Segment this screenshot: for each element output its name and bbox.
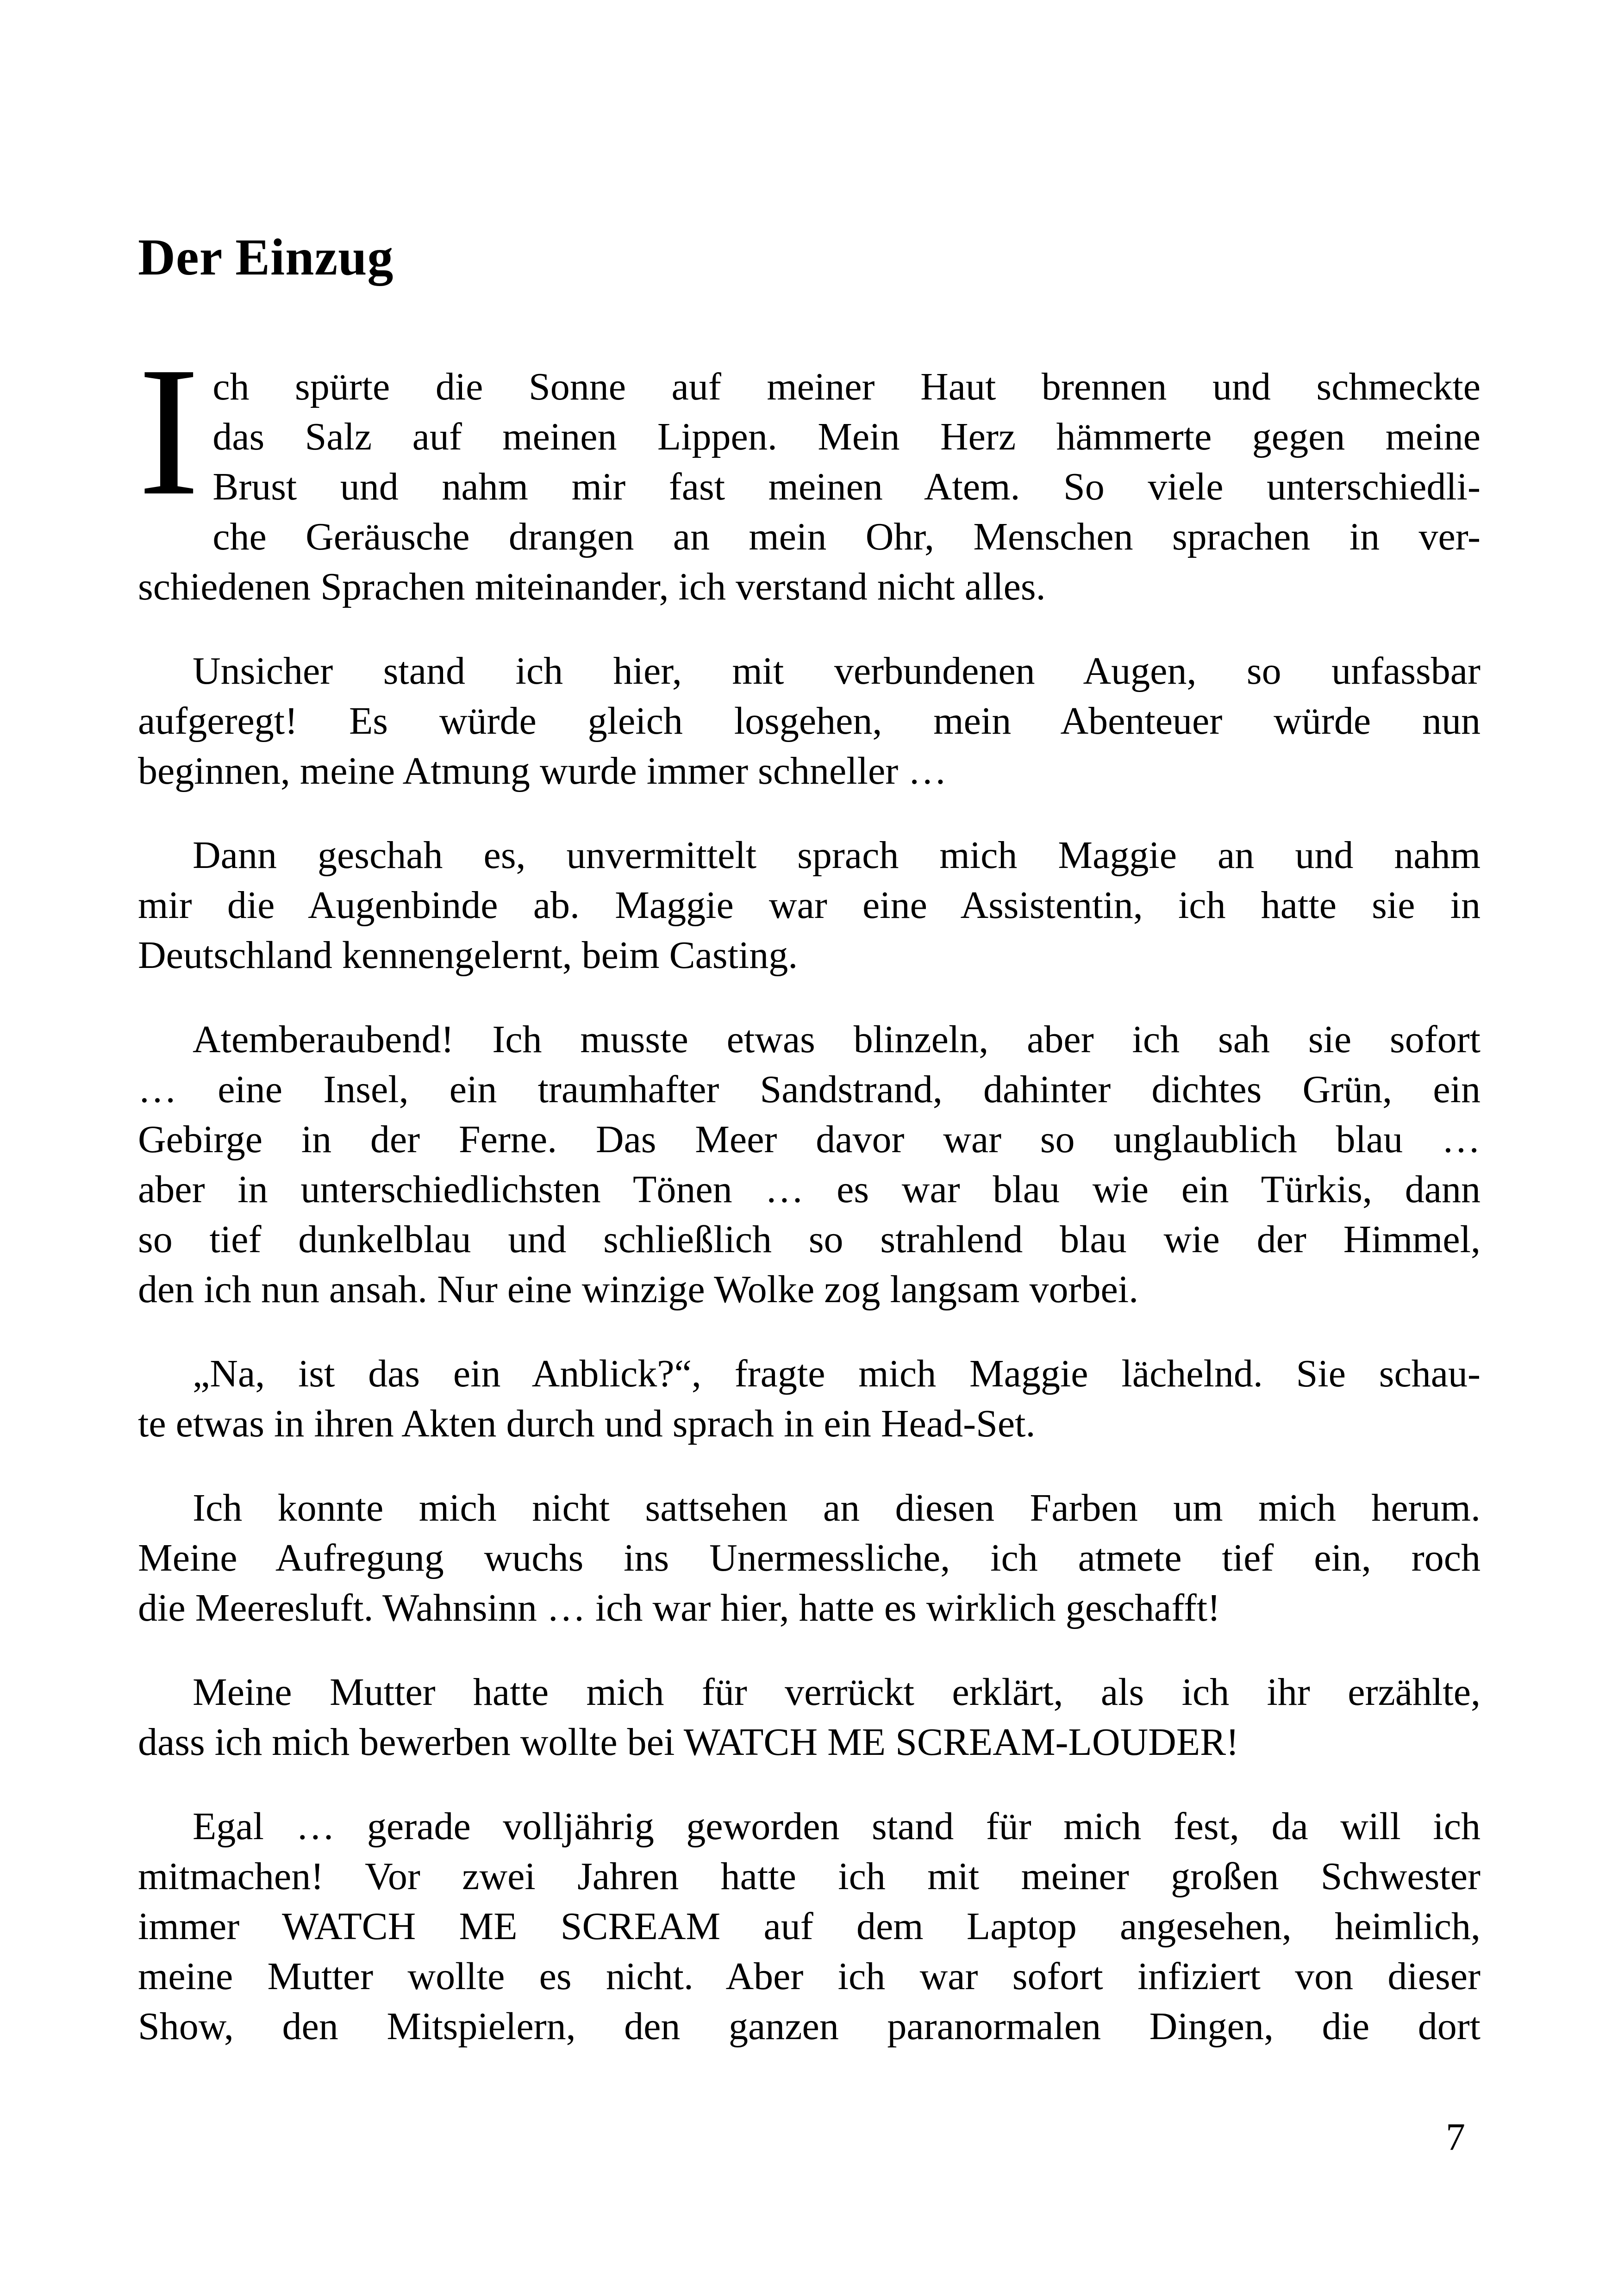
text-line: das Salz auf meinen Lippen. Mein Herz hämmerte gegen meine [212,415,1481,458]
text-line: Deutschland kennengelernt, beim Casting. [138,934,798,977]
text-line: den ich nun ansah. Nur eine winzige Wolke zog langsam vorbei. [138,1268,1139,1311]
text-line: … eine Insel, ein traumhafter Sandstrand, dahinter dichtes Grün, ein [138,1068,1481,1111]
text-line: schiedenen Sprachen miteinander, ich verstand nicht alles. [138,565,1046,608]
text-line: beginnen, meine Atmung wurde immer schneller … [138,749,947,792]
text-line: Egal … gerade volljährig geworden stand für mich fest, da will ich [193,1805,1481,1848]
text-line: Meine Aufregung wuchs ins Unermessliche, ich atmete tief ein, roch [138,1536,1481,1579]
paragraph-5 [138,1349,1481,1449]
text-line: te etwas in ihren Akten durch und sprach in ein Head-Set. [138,1402,1036,1445]
paragraph-1 [138,329,1481,612]
text-line: mir die Augenbinde ab. Maggie war eine Assistentin, ich hatte sie in [138,884,1481,927]
text-block [138,231,1481,2052]
text-line: aufgeregt! Es würde gleich losgehen, mein Abenteuer würde nun [138,699,1481,742]
text-line: Meine Mutter hatte mich für verrückt erklärt, als ich ihr erzählte, [193,1671,1481,1714]
paragraph-6 [138,1483,1481,1633]
paragraph-7 [138,1667,1481,1767]
text-line: che Geräusche drangen an mein Ohr, Menschen sprachen in ver- [212,515,1481,558]
text-line: immer WATCH ME SCREAM auf dem Laptop angesehen, heimlich, [138,1905,1481,1948]
chapter-title: Der Einzug [138,229,394,286]
text-line: Atemberaubend! Ich musste etwas blinzeln, aber ich sah sie sofort [193,1018,1481,1061]
text-line: so tief dunkelblau und schließlich so strahlend blau wie der Himmel, [138,1218,1481,1261]
paragraph-4 [138,1015,1481,1315]
text-line: ch spürte die Sonne auf meiner Haut brennen und schmeckte [212,365,1481,408]
text-line: Brust und nahm mir fast meinen Atem. So viele unterschiedli- [212,465,1481,508]
text-line: Show, den Mitspielern, den ganzen paranormalen Dingen, die dort [138,2005,1481,2048]
text-line: Gebirge in der Ferne. Das Meer davor war so unglaublich blau … [138,1118,1481,1161]
paragraph-2 [138,646,1481,796]
text-line: aber in unterschiedlichsten Tönen … es war blau wie ein Türkis, dann [138,1168,1481,1211]
paragraph-3 [138,830,1481,980]
text-line: meine Mutter wollte es nicht. Aber ich war sofort infiziert von dieser [138,1955,1481,1998]
page-number: 7 [1446,2115,1465,2159]
text-line: Ich konnte mich nicht sattsehen an diesen Farben um mich herum. [193,1486,1481,1529]
text-line: dass ich mich bewerben wollte bei WATCH ME SCREAM-LOUDER! [138,1721,1239,1764]
text-line: mitmachen! Vor zwei Jahren hatte ich mit meiner großen Schwester [138,1855,1481,1898]
text-line: die Meeresluft. Wahnsinn … ich war hier, hatte es wirklich geschafft! [138,1586,1221,1629]
text-line: Unsicher stand ich hier, mit verbundenen Augen, so unfassbar [193,649,1481,693]
drop-cap: I [138,329,200,534]
text-line: Dann geschah es, unvermittelt sprach mich Maggie an und nahm [193,834,1481,877]
text-line: „Na, ist das ein Anblick?“, fragte mich Maggie lächelnd. Sie schau- [193,1352,1481,1395]
paragraph-8 [138,1802,1481,2052]
